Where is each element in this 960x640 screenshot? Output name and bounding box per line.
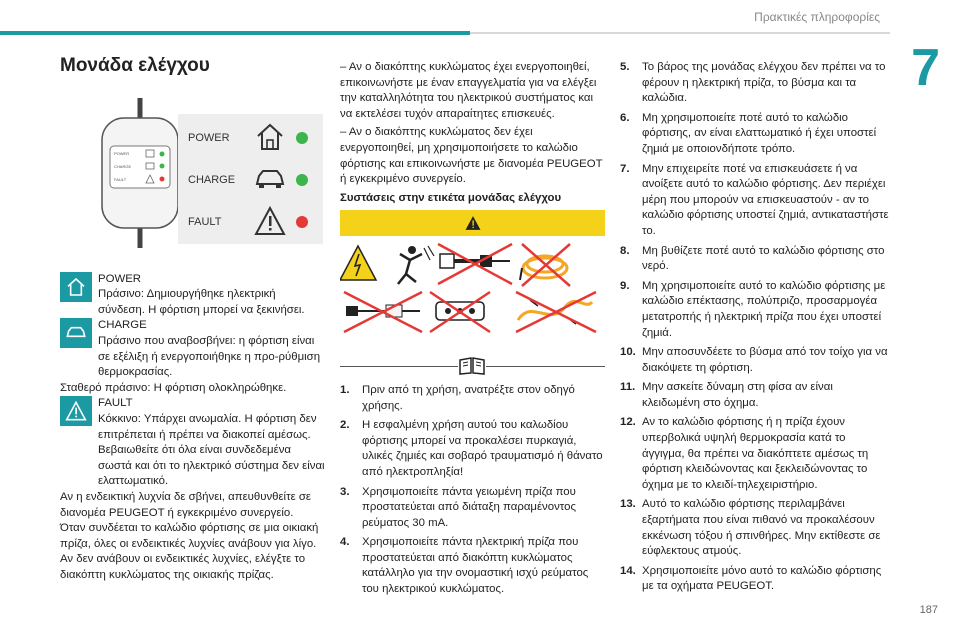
column-1 (60, 55, 325, 583)
no-coiled-cable-icon (520, 244, 570, 286)
list-item: 11. Μην ασκείτε δύναμη στη φίσα αν είναι κλειδωμένη στο όχημα. (620, 381, 833, 409)
no-power-strip-icon (430, 292, 490, 332)
power-indicator-block (60, 272, 325, 319)
warning-banner (340, 210, 605, 236)
person-shock-icon (398, 246, 434, 284)
column-2 (340, 60, 605, 602)
column-3 (620, 60, 890, 599)
list-item: 12. Αν το καλώδιο φόρτισης ή η πρίζα έχουν υπερβολικά υψηλή θερμοκρασία κατά το άγγιγμα, θα πρέπει να διακόπτετε αμέσως τη φόρτιση κλειδώνοντας και ξεκλειδώνοντας το όχημα με το κλειδί-τηλεχειριστήριο. (620, 416, 869, 491)
charge-indicator-block (60, 318, 325, 380)
warning-triangle-icon (464, 215, 482, 231)
legend-dot-green (296, 174, 308, 186)
list-item: 13. Αυτό το καλώδιο φόρτισης περιλαμβάνει εξαρτήματα που είναι πιθανό να προκαλέσουν εκκένωση τόξου ή σπινθήρες. Μην εκτίθεστε σε εύφλεκτους ατμούς. (620, 498, 881, 558)
no-damaged-cable-icon (516, 292, 596, 332)
list-item: 2. Η εσφαλμένη χρήση αυτού του καλωδίου φόρτισης μπορεί να προκαλέσει πυρκαγιά, υλικές ζημιές και σοβαρό τραυματισμό ή θάνατο από ηλεκτροπληξία! (340, 419, 603, 478)
legend-label-fault: FAULT (188, 215, 222, 228)
list-item: 9. Μη χρησιμοποιείτε αυτό το καλώδιο φόρτισης με καλώδιο επέκτασης, πολύπριζο, προσαρμογέα μετατροπής ή ηλεκτρική πρίζα που έχει υποστεί ζημιά. (620, 279, 886, 339)
list-item: 8. Μη βυθίζετε ποτέ αυτό το καλώδιο φόρτισης στο νερό. (620, 244, 885, 273)
power-text: Πράσινο: Δημιουργήθηκε ηλεκτρική σύνδεση. Η φόρτιση μπορεί να ξεκινήσει. (98, 288, 305, 316)
breaker-activated-note: – Αν ο διακόπτης κυκλώματος έχει ενεργοποιηθεί, επικοινωνήστε με έναν επαγγελματία για να ελέγξει την καταλληλότητα του ηλεκτρικού συστήματος και να εκτελέσει τυχόν απαραίτητες επισκευές. (340, 61, 597, 120)
charge-title: CHARGE (98, 319, 147, 332)
page-title: Μονάδα ελέγχου (60, 55, 210, 76)
no-extension-cable-icon (344, 292, 422, 332)
fault-text: Κόκκινο: Υπάρχει ανωμαλία. Η φόρτιση δεν επιτρέπεται ή πρέπει να διακοπεί αμέσως. Βεβαιωθείτε ότι όλα είναι συνδεδεμένα σωστά και ότι το ηλεκτρικό σύστημα δεν είναι ελαττωματικό. (98, 412, 325, 488)
legend-label-power: POWER (188, 131, 230, 144)
electric-shock-icon (340, 246, 376, 280)
list-item: 3. Χρησιμοποιείτε πάντα γειωμένη πρίζα που προστατεύεται από διάταξη παραμένοντος ρεύματος 30 mA. (340, 485, 576, 529)
list-item: 5. Το βάρος της μονάδας ελέγχου δεν πρέπει να το φέρουν η ηλεκτρική πρίζα, το βύσμα και τα καλώδια. (620, 61, 886, 105)
list-item: 4. Χρησιμοποιείτε πάντα ηλεκτρική πρίζα που προστατεύεται από διακόπτη κυκλώματος κατάλληλο για την ονομαστική ισχύ ρεύματος του ηλεκτρικού κυκλώματος. (340, 536, 589, 596)
list-item: 7. Μην επιχειρείτε ποτέ να επισκευάσετε ή να ανοίξετε αυτό το καλώδιο φόρτισης. Δεν περιέχει μέρη που μπορούν να επισκευαστούν - αν το καλώδιο φόρτισης υποστεί ζημιά, αντικαταστήστε το. (620, 162, 889, 237)
device-label-power: POWER (114, 150, 130, 156)
fault-title: FAULT (98, 397, 133, 410)
list-item: 6. Μη χρησιμοποιείτε ποτέ αυτό το καλώδιο φόρτισης, αν είναι ελαττωματικό ή έχει υποστεί ζημιά με οποιονδήποτε τρόπο. (620, 111, 877, 155)
header-divider-line (470, 32, 890, 34)
list-item: 14. Χρησιμοποιείτε μόνο αυτό το καλώδιο φόρτισης με τα οχήματα PEUGEOT. (620, 564, 882, 593)
list-item: 1. Πριν από τη χρήση, ανατρέξτε στον οδηγό χρήσης. (340, 383, 575, 412)
indicator-legend (178, 114, 323, 244)
house-icon-badge (60, 272, 92, 302)
house-icon (65, 277, 87, 297)
breaker-not-activated-note: – Αν ο διακόπτης κυκλώματος δεν έχει ενεργοποιηθεί, μη χρησιμοποιήσετε το καλώδιο φόρτισης και επικοινωνήστε με διανομέα PEUGEOT ή εγκεκριμένο συνεργείο. (340, 126, 603, 186)
charge-text: Πράσινο που αναβοσβήνει: η φόρτιση είναι σε εξέλιξη ή ενεργοποιήθηκε η προ-ρύθμιση θερμοκρασίας. (98, 334, 321, 379)
fault-text-household: Όταν συνδέεται το καλώδιο φόρτισης σε μια οικιακή πρίζα, όλες οι ενδεικτικές λυχνίες ανάβουν για λίγο. Αν δεν ανάβουν οι ενδεικτικές λυχνίες, ελέγξτε το διακόπτη κυκλώματος της οικιακής πρίζας. (60, 522, 319, 581)
legend-label-charge: CHARGE (188, 173, 236, 186)
list-item: 10. Μην αποσυνδέετε το βύσμα από τον τοίχο για να διακόψετε τη φόρτιση. (620, 346, 888, 374)
section-title: Πρακτικές πληροφορίες (754, 10, 880, 24)
legend-row-fault (178, 202, 323, 242)
device-label-charge: CHARGE (114, 163, 132, 169)
car-icon (254, 164, 286, 194)
page-number: 187 (919, 604, 938, 616)
recommendations-list-part2 (620, 60, 890, 595)
label-recommendations-heading: Συστάσεις στην ετικέτα μονάδας ελέγχου (340, 191, 562, 204)
charge-text-steady: Σταθερό πράσινο: Η φόρτιση ολοκληρώθηκε. (60, 381, 287, 394)
recommendations-list-part1 (340, 383, 605, 598)
car-icon (65, 323, 87, 343)
legend-row-power (178, 118, 323, 158)
fault-indicator-block (60, 396, 325, 490)
power-title: POWER (98, 272, 142, 285)
page-header (0, 0, 960, 42)
legend-row-charge (178, 160, 323, 200)
legend-dot-green (296, 132, 308, 144)
chapter-number: 7 (911, 39, 940, 97)
device-label-fault: FAULT (114, 176, 127, 182)
book-icon (458, 357, 486, 375)
label-pictograms (340, 240, 605, 367)
warning-triangle-icon (254, 206, 286, 236)
legend-dot-red (296, 216, 308, 228)
house-icon (254, 122, 286, 152)
warning-triangle-icon (65, 401, 87, 421)
car-icon-badge (60, 318, 92, 348)
control-unit-figure (60, 84, 325, 256)
no-adapter-icon (438, 244, 512, 284)
warning-icon-badge (60, 396, 92, 426)
fault-text-dealer: Αν η ενδεικτική λυχνία δε σβήνει, απευθυνθείτε σε διανομέα PEUGEOT ή εγκεκριμένο συνεργείο. (60, 490, 311, 519)
header-accent-line (0, 31, 470, 35)
